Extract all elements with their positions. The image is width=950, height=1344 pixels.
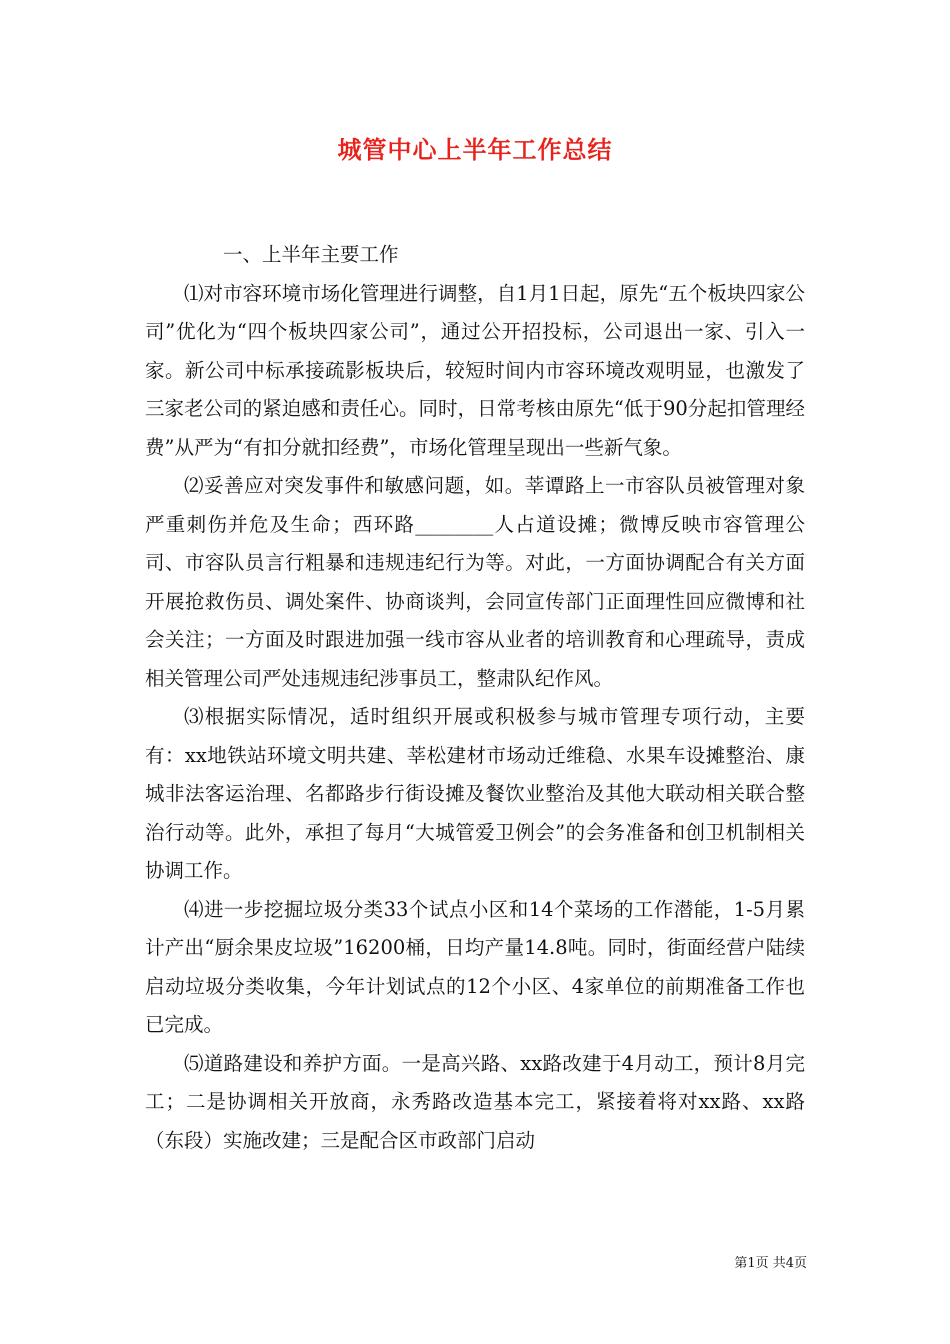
paragraph-3: ⑶根据实际情况，适时组织开展或积极参与城市管理专项行动，主要有：xx地铁站环境文明共建、莘松建材市场动迁维稳、水果车设摊整治、康城非法客运治理、名都路步行街设摊及餐饮业整治及其他大联动相关联合整治行动等。此外，承担了每月“大城管爱卫例会”的会务准备和创卫机制相关协调工作。 xyxy=(145,705,805,882)
page-number-footer: 第1页 共4页 xyxy=(734,1256,807,1271)
paragraph-1: ⑴对市容环境市场化管理进行调整，自1月1日起，原先“五个板块四家公司”优化为“四个板块四家公司”，通过公开招投标，公司退出一家、引入一家。新公司中标承接疏影板块后，较短时间内市容环境改观明显，也激发了三家老公司的紧迫感和责任心。同时，日常考核由原先“低于90分起扣管理经费”从严为“有扣分就扣经费”，市场化管理呈现出一些新气象。 xyxy=(145,281,805,459)
section-heading: 一、上半年主要工作 xyxy=(223,243,399,266)
paragraph-5: ⑸道路建设和养护方面。一是高兴路、xx路改建于4月动工，预计8月完工；二是协调相关开放商，永秀路改造基本完工，紧接着将对xx路、xx路（东段）实施改建；三是配合区市政部门启动 xyxy=(145,1051,805,1152)
paragraph-2: ⑵妥善应对突发事件和敏感问题，如。莘谭路上一市容队员被管理对象严重刺伤并危及生命；西环路________人占道设摊；微博反映市容管理公司、市容队员言行粗暴和违规违纪行为等。对此，一方面协调配合有关方面开展抢救伤员、调处案件、协商谈判，会同宣传部门正面理性回应微博和社会关注；一方面及时跟进加强一线市容从业者的培训教育和心理疏导，责成相关管理公司严处违规违纪涉事员工，整肃队纪作风。 xyxy=(145,474,805,690)
document-title: 城管中心上半年工作总结 xyxy=(337,136,613,164)
document-body xyxy=(145,236,805,1160)
paragraph-4: ⑷进一步挖掘垃圾分类33个试点小区和14个菜场的工作潜能，1-5月累计产出“厨余果皮垃圾”16200桶，日均产量14.8吨。同时，街面经营户陆续启动垃圾分类收集，今年计划试点的12个小区、4家单位的前期准备工作也已完成。 xyxy=(145,897,805,1036)
